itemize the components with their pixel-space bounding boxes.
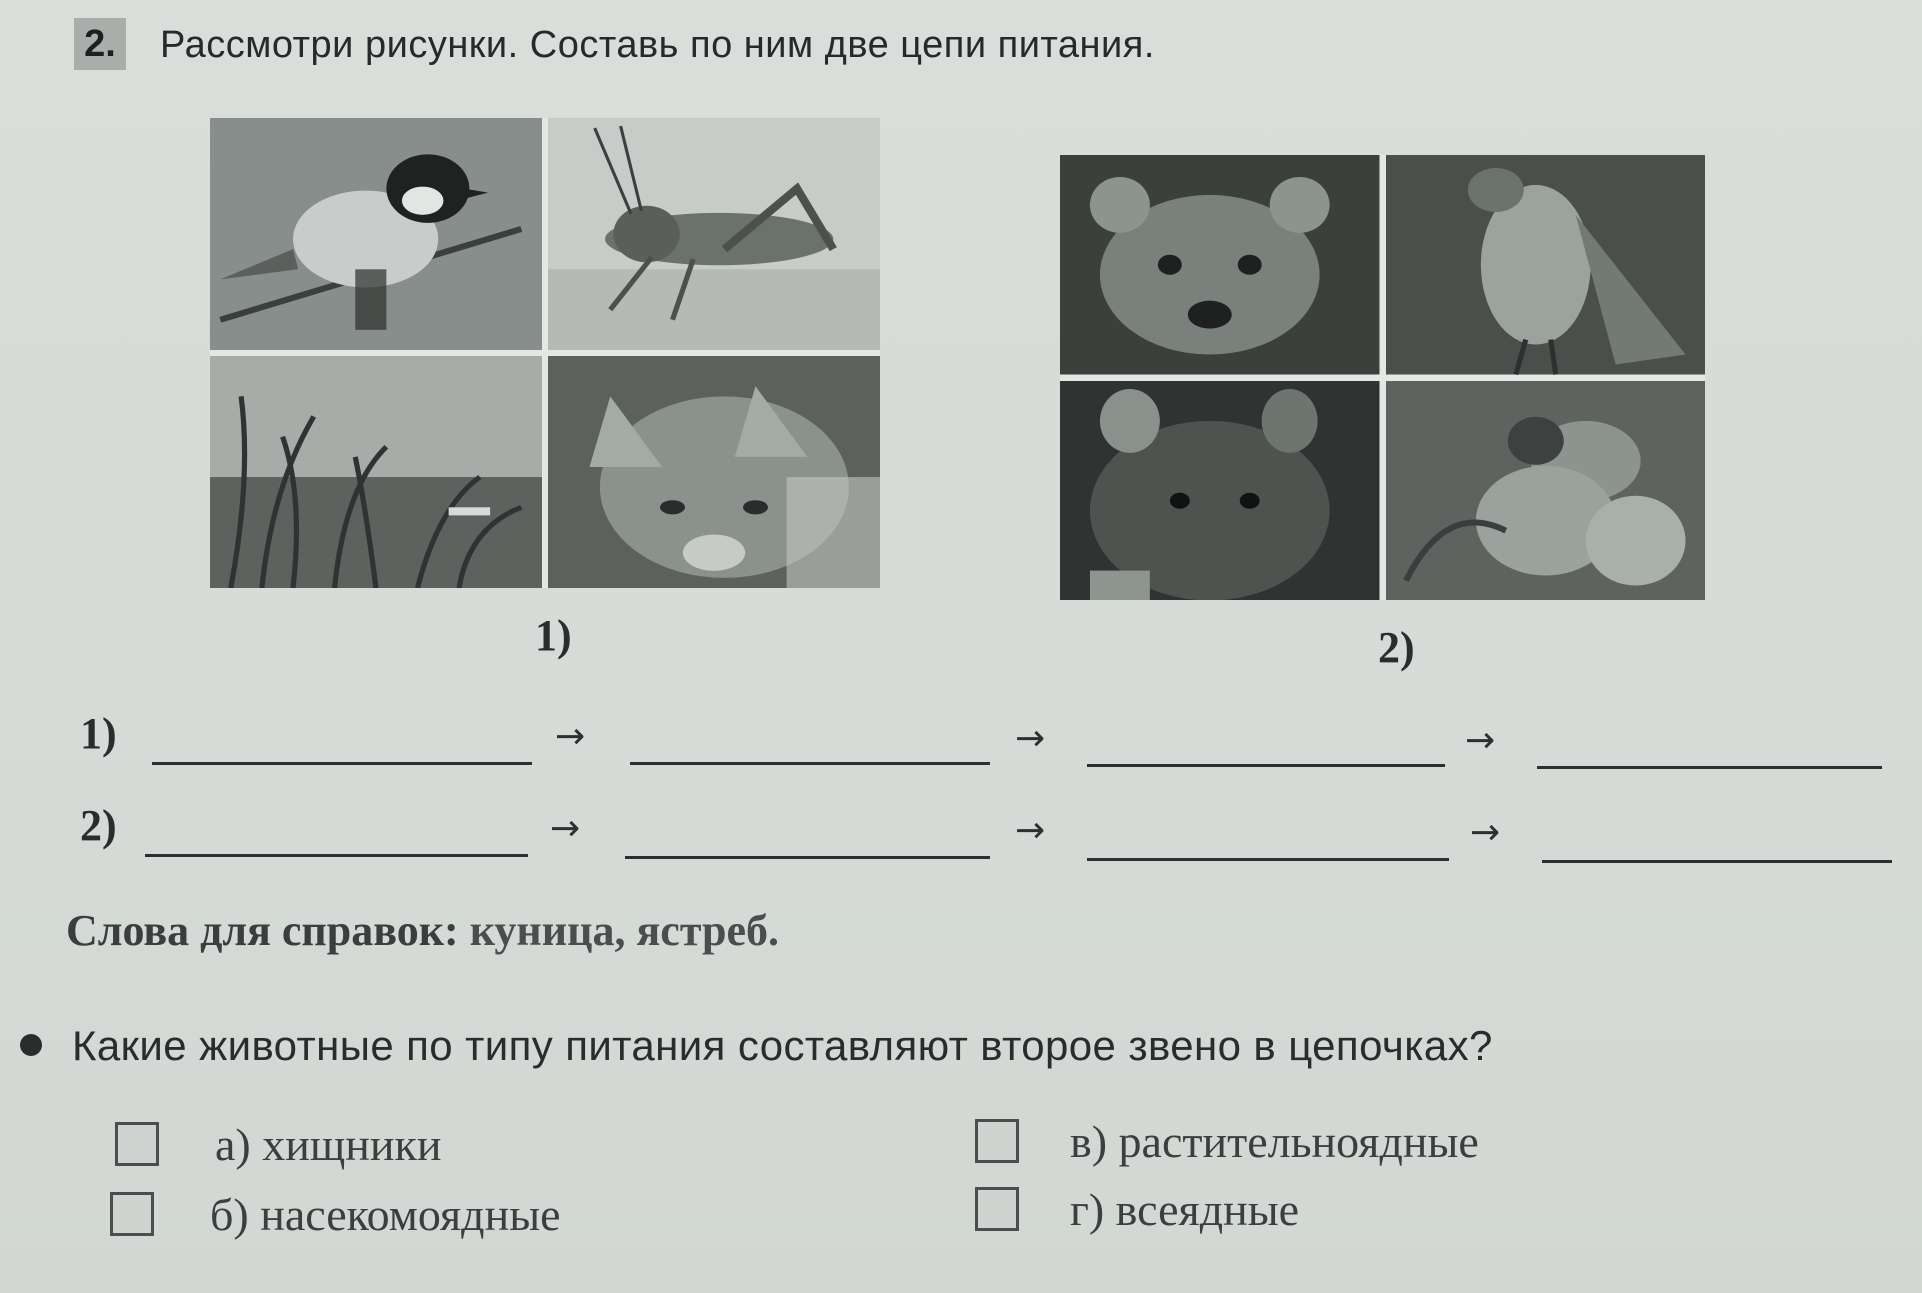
chain-row-2 [80, 800, 1900, 860]
option-b-label: б) насекомоядные [210, 1189, 561, 1240]
option-v-label: в) растительноядные [1070, 1116, 1479, 1167]
bullet-icon [20, 1034, 42, 1056]
arrow-icon: → [1015, 810, 1046, 851]
checkbox-v[interactable] [975, 1119, 1019, 1163]
chain-1-blank-1[interactable] [152, 762, 532, 765]
arrow-icon: → [555, 716, 586, 757]
task-title: Рассмотри рисунки. Составь по ним две цепи питания. [160, 24, 1155, 66]
chain-1-blank-3[interactable] [1087, 764, 1445, 767]
chain-2-blank-4[interactable] [1542, 860, 1892, 863]
fox-icon [548, 356, 880, 588]
figure-label-2: 2) [1378, 623, 1415, 672]
checkbox-g[interactable] [975, 1187, 1019, 1231]
grasshopper-icon [548, 118, 880, 350]
squirrel-icon [1060, 381, 1380, 601]
checkbox-a[interactable] [115, 1122, 159, 1166]
reference-label: Слова для справок: [66, 906, 459, 955]
chain-label-1: 1) [80, 709, 117, 758]
chain-label-2: 2) [80, 801, 117, 850]
checkbox-b[interactable] [110, 1192, 154, 1236]
question [20, 1022, 1493, 1070]
question-text: Какие животные по типу питания составляют второе звено в цепочках? [72, 1022, 1493, 1069]
grass-icon [210, 356, 542, 588]
figure-label-1: 1) [535, 611, 572, 660]
chain-2-blank-1[interactable] [145, 854, 528, 857]
option-g-label: г) всеядные [1070, 1184, 1300, 1235]
acorn-icon [1386, 381, 1706, 601]
option-a-label: а) хищники [215, 1119, 442, 1170]
chain-2-blank-2[interactable] [625, 856, 990, 859]
task-number: 2. [74, 18, 126, 70]
chain-1-blank-2[interactable] [630, 762, 990, 765]
arrow-icon: → [1015, 718, 1046, 759]
reference-words [66, 905, 779, 956]
photo-grid-1 [210, 118, 880, 588]
chain-1-blank-4[interactable] [1537, 766, 1882, 769]
bird-icon [210, 118, 542, 350]
arrow-icon: → [1465, 720, 1496, 761]
chain-row-1 [80, 708, 1900, 768]
reference-list: куница, ястреб. [469, 906, 779, 955]
chain-2-blank-3[interactable] [1087, 858, 1449, 861]
photo-grid-2 [1060, 155, 1705, 600]
marten-icon [1060, 155, 1380, 375]
hawk-icon [1386, 155, 1706, 375]
arrow-icon: → [1470, 812, 1501, 853]
arrow-icon: → [550, 808, 581, 849]
